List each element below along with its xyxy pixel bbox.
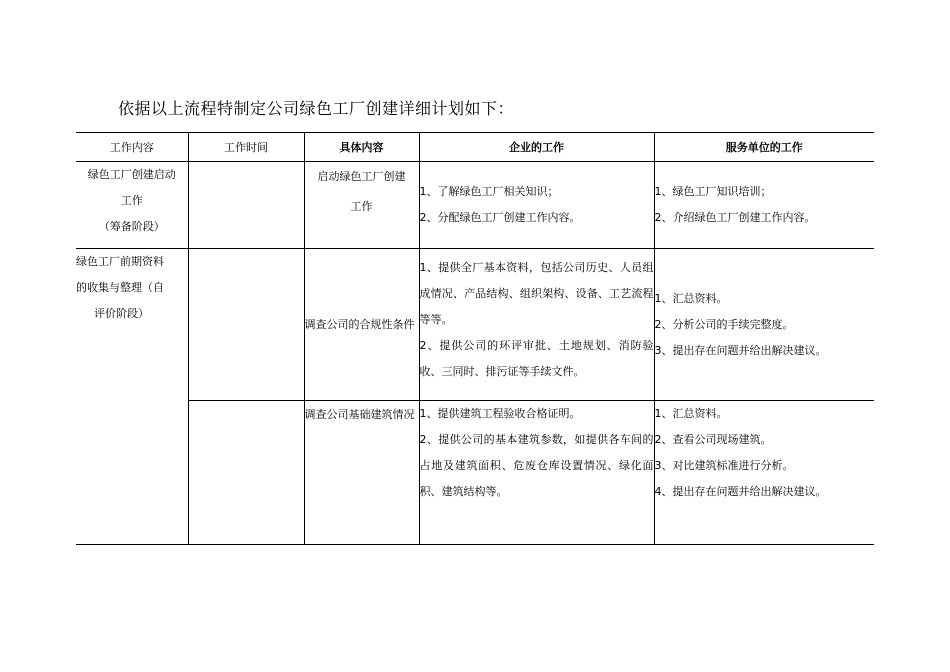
- header-work-time: 工作时间: [188, 133, 304, 162]
- list-item: 2、分配绿色工厂创建工作内容。: [419, 211, 581, 224]
- enterprise-cell: [419, 401, 654, 545]
- header-service-work: 服务单位的工作: [654, 133, 874, 162]
- table-header-row: [76, 133, 874, 162]
- table-row: [76, 401, 874, 545]
- plan-table: [76, 132, 874, 545]
- service-cell: [654, 249, 874, 401]
- list-item: 2、提供公司的环评审批、土地规划、消防验收、三同时、排污证等手续文件。: [419, 339, 654, 378]
- list-item: 1、绿色工厂知识培训；: [654, 185, 772, 198]
- content-line: 启动绿色工厂创建: [317, 170, 406, 183]
- stage-line: 评价阶段）: [94, 307, 149, 320]
- list-item: 1、汇总资料。: [654, 291, 728, 305]
- list-item: 2、分析公司的手续完整度。: [654, 317, 794, 331]
- stage-line: 绿色工厂前期资料: [76, 255, 164, 268]
- list-item: 2、提供公司的基本建筑参数，如提供各车间的占地及建筑面积、危废仓库设置情况、绿化面积、建筑结构等。: [419, 433, 654, 498]
- enterprise-cell: [419, 249, 654, 401]
- enterprise-cell: [419, 162, 654, 249]
- list-item: 3、提出存在问题并给出解决建议。: [654, 343, 827, 357]
- header-work-content: 工作内容: [76, 133, 188, 162]
- service-cell: [654, 401, 874, 545]
- header-specific-content: 具体内容: [304, 133, 419, 162]
- list-item: 4、提出存在问题并给出解决建议。: [654, 485, 827, 498]
- content-line: 工作: [350, 200, 373, 213]
- stage-line: 工作: [120, 194, 143, 207]
- table-row: [76, 249, 874, 401]
- list-item: 1、汇总资料。: [654, 407, 728, 420]
- list-item: 2、查看公司现场建筑。: [654, 433, 772, 446]
- list-item: 1、提供建筑工程验收合格证明。: [419, 407, 581, 420]
- content-cell: 调查公司基础建筑情况: [304, 401, 419, 545]
- stage-line: 的收集与整理（自: [76, 281, 164, 294]
- service-cell: [654, 162, 874, 249]
- time-cell: [188, 249, 304, 401]
- table-row: [76, 162, 874, 249]
- list-item: 1、了解绿色工厂相关知识；: [419, 185, 559, 198]
- list-item: 1、提供全厂基本资料，包括公司历史、人员组成情况、产品结构、组织架构、设备、工艺流程等等。: [419, 261, 654, 326]
- time-cell: [188, 162, 304, 249]
- content-cell: 调查公司的合规性条件: [304, 249, 419, 401]
- header-enterprise-work: 企业的工作: [419, 133, 654, 162]
- list-item: 2、介绍绿色工厂创建工作内容。: [654, 211, 816, 224]
- list-item: 3、对比建筑标准进行分析。: [654, 459, 794, 472]
- stage-line: （筹备阶段）: [98, 220, 165, 233]
- intro-paragraph: 依据以上流程特制定公司绿色工厂创建详细计划如下：: [118, 99, 515, 118]
- stage-cell: [76, 162, 188, 249]
- stage-cell: [76, 249, 188, 545]
- content-cell: [304, 162, 419, 249]
- stage-line: 绿色工厂创建启动: [87, 168, 176, 181]
- time-cell: [188, 401, 304, 545]
